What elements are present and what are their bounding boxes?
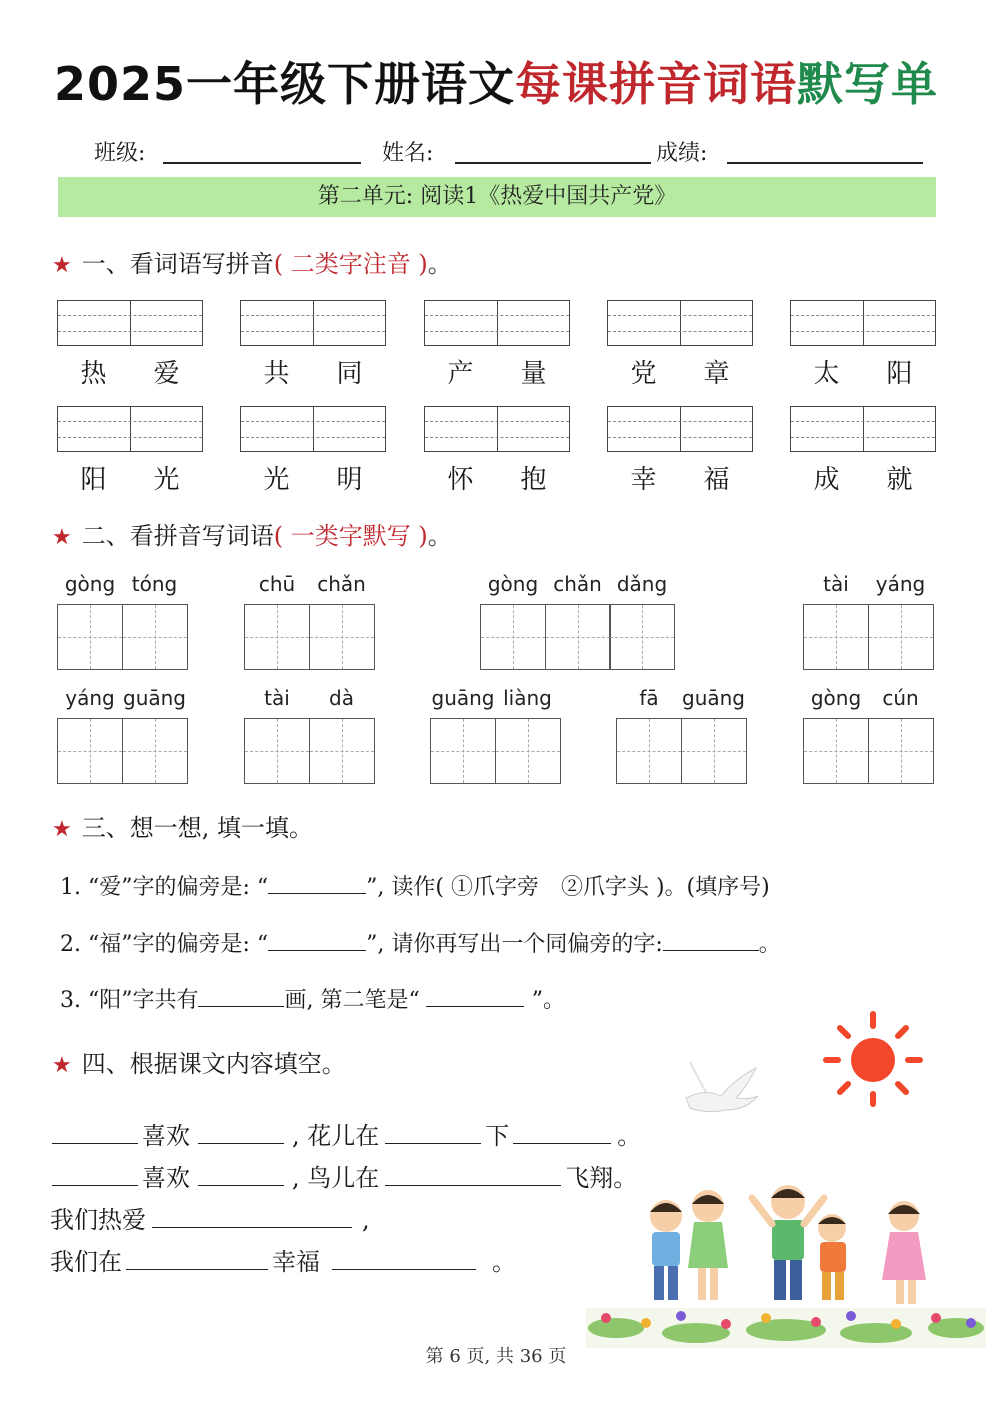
section1-word: [607, 353, 753, 390]
word-character: 量: [520, 359, 547, 389]
score-field[interactable]: [727, 162, 923, 164]
dove-illustration: [676, 1058, 766, 1128]
l2-blank-1[interactable]: [52, 1165, 138, 1186]
character-writing-cell[interactable]: [430, 718, 496, 784]
question-3: [60, 983, 565, 1014]
pinyin-writing-box[interactable]: [240, 300, 386, 346]
l2-blank-3[interactable]: [385, 1165, 561, 1186]
l2-text-a: 喜欢: [142, 1164, 190, 1192]
q2-blank-2[interactable]: [663, 930, 759, 951]
word-character: 阳: [80, 465, 107, 495]
word-character: 同: [336, 359, 363, 389]
character-writing-cell[interactable]: [57, 718, 123, 784]
tianzige-grid: [616, 718, 747, 784]
l1-text-d: 。: [617, 1122, 642, 1150]
section2-title: 二、看拼音写词语: [81, 522, 274, 550]
star-icon: ★: [52, 1053, 72, 1078]
character-writing-cell[interactable]: [803, 604, 869, 670]
pinyin-writing-box[interactable]: [607, 406, 753, 452]
section2-end: 。: [427, 522, 452, 550]
l1-blank-3[interactable]: [385, 1123, 481, 1144]
word-character: 怀: [447, 465, 474, 495]
pinyin-label: dà: [329, 686, 354, 710]
l4-blank-1[interactable]: [126, 1249, 268, 1270]
section1-title: 一、看词语写拼音: [81, 250, 274, 278]
pinyin-label: gòng: [810, 686, 862, 710]
sun-illustration: [818, 1008, 928, 1108]
pinyin-label: guāng: [682, 686, 745, 710]
pinyin-writing-box[interactable]: [790, 406, 936, 452]
pinyin-writing-box[interactable]: [424, 300, 570, 346]
section1-heading: [52, 244, 452, 279]
section1-word: [790, 353, 936, 390]
section1-word: [424, 353, 570, 390]
pinyin-label: tài: [264, 686, 290, 710]
star-icon: ★: [52, 253, 72, 278]
pinyin-label: cún: [882, 686, 919, 710]
pinyin-label: chǎn: [553, 572, 602, 596]
q2-text-c: 。: [758, 932, 781, 957]
tianzige-grid: [57, 604, 188, 670]
section4-title: 四、根据课文内容填空。: [81, 1050, 346, 1078]
score-label: 成绩:: [656, 141, 708, 166]
section1-word: [57, 353, 203, 390]
name-field[interactable]: [455, 162, 651, 164]
l1-blank-1[interactable]: [52, 1123, 138, 1144]
tianzige-grid: [244, 604, 375, 670]
tianzige-grid: [803, 604, 934, 670]
pinyin-writing-box[interactable]: [57, 300, 203, 346]
class-field[interactable]: [163, 162, 361, 164]
pinyin-label: chǎn: [317, 572, 366, 596]
l3-blank[interactable]: [152, 1207, 352, 1228]
section1-word: [790, 459, 936, 496]
section1-word: [240, 353, 386, 390]
word-character: 爱: [153, 359, 180, 389]
l1-text-b: , 花儿在: [292, 1122, 380, 1150]
fill-line-3: [50, 1200, 370, 1235]
pinyin-writing-box[interactable]: [424, 406, 570, 452]
character-writing-cell[interactable]: [545, 604, 611, 670]
name-label: 姓名:: [382, 141, 434, 166]
word-character: 成: [813, 465, 840, 495]
word-character: 幸: [630, 465, 657, 495]
l2-text-c: 飞翔。: [565, 1164, 638, 1192]
character-writing-cell[interactable]: [122, 718, 188, 784]
l1-text-c: 下: [485, 1122, 510, 1150]
pinyin-label: tóng: [131, 572, 178, 596]
character-writing-cell[interactable]: [495, 718, 561, 784]
word-character: 光: [153, 465, 180, 495]
word-character: 光: [263, 465, 290, 495]
character-writing-cell[interactable]: [57, 604, 123, 670]
q2-blank-1[interactable]: [268, 930, 366, 951]
title-part-3: 默写单: [797, 57, 939, 111]
character-writing-cell[interactable]: [309, 604, 375, 670]
section3-title: 三、想一想, 填一填。: [81, 814, 313, 842]
q3-blank-1[interactable]: [198, 986, 284, 1007]
section2-heading: [52, 516, 452, 551]
section3-heading: [52, 808, 313, 843]
word-character: 太: [813, 359, 840, 389]
pinyin-label: tài: [823, 572, 849, 596]
section1-word: [424, 459, 570, 496]
q1-blank[interactable]: [268, 873, 366, 894]
word-character: 就: [886, 465, 913, 495]
q3-text-c: ”。: [531, 988, 565, 1013]
q3-text-b: 画, 第二笔是“: [284, 988, 420, 1013]
tianzige-grid: [57, 718, 188, 784]
star-icon: ★: [52, 525, 72, 550]
l1-blank-4[interactable]: [513, 1123, 611, 1144]
section4-heading: [52, 1044, 346, 1079]
word-character: 共: [263, 359, 290, 389]
character-writing-cell[interactable]: [122, 604, 188, 670]
l1-blank-2[interactable]: [198, 1123, 284, 1144]
section2-note: ( 一类字默写 ): [273, 522, 428, 550]
title-part-1: 2025一年级下册语文: [53, 57, 516, 111]
l2-text-b: , 鸟儿在: [292, 1164, 380, 1192]
tianzige-grid: [244, 718, 375, 784]
pinyin-label: fā: [639, 686, 659, 710]
class-label: 班级:: [94, 141, 146, 166]
word-character: 阳: [886, 359, 913, 389]
word-character: 产: [447, 359, 474, 389]
character-writing-cell[interactable]: [480, 604, 546, 670]
pinyin-label: gòng: [64, 572, 116, 596]
l4-text-a: 我们在: [50, 1248, 122, 1276]
l2-blank-2[interactable]: [198, 1165, 284, 1186]
character-writing-cell[interactable]: [868, 604, 934, 670]
character-writing-cell[interactable]: [616, 718, 682, 784]
pinyin-label: yáng: [875, 572, 926, 596]
section1-word: [57, 459, 203, 496]
q1-text-b: ”, 读作( ①爪字旁 ②爪字头 )。(填序号): [366, 875, 770, 900]
section1-note: ( 二类字注音 ): [273, 250, 428, 278]
unit-banner: 第二单元: 阅读1《热爱中国共产党》: [58, 177, 936, 217]
pinyin-label: chū: [258, 572, 296, 596]
l3-text-b: ,: [362, 1206, 370, 1234]
pinyin-writing-box[interactable]: [790, 300, 936, 346]
section1-word: [607, 459, 753, 496]
l4-blank-2[interactable]: [332, 1249, 476, 1270]
question-2: [60, 927, 781, 958]
character-writing-cell[interactable]: [803, 718, 869, 784]
q1-text-a: 1. “爱”字的偏旁是: “: [60, 875, 269, 900]
tianzige-grid: [480, 604, 675, 670]
l3-text-a: 我们热爱: [50, 1206, 146, 1234]
tianzige-grid: [803, 718, 934, 784]
pinyin-label: guāng: [123, 686, 186, 710]
pinyin-label: guāng: [431, 686, 495, 710]
pinyin-label: yáng: [65, 686, 115, 710]
worksheet-title: [0, 48, 992, 114]
pinyin-writing-box[interactable]: [57, 406, 203, 452]
character-writing-cell[interactable]: [244, 604, 310, 670]
word-character: 章: [703, 359, 730, 389]
character-writing-cell[interactable]: [609, 604, 675, 670]
pinyin-label: dǎng: [616, 572, 668, 596]
page-footer: 第 6 页, 共 36 页: [425, 1346, 567, 1367]
q3-text-a: 3. “阳”字共有: [60, 988, 199, 1013]
word-character: 热: [80, 359, 107, 389]
section1-word: [240, 459, 386, 496]
tianzige-grid: [430, 718, 561, 784]
character-writing-cell[interactable]: [244, 718, 310, 784]
word-character: 明: [336, 465, 363, 495]
pinyin-writing-box[interactable]: [240, 406, 386, 452]
fill-line-4: [50, 1242, 516, 1277]
question-1: [60, 870, 770, 901]
fill-line-1: [52, 1116, 641, 1151]
title-part-2: 每课拼音词语: [515, 57, 798, 111]
pinyin-writing-box[interactable]: [607, 300, 753, 346]
star-icon: ★: [52, 817, 72, 842]
character-writing-cell[interactable]: [868, 718, 934, 784]
word-character: 福: [703, 465, 730, 495]
l4-text-c: 。: [492, 1248, 516, 1276]
character-writing-cell[interactable]: [309, 718, 375, 784]
pinyin-label: gòng: [487, 572, 539, 596]
word-character: 党: [630, 359, 657, 389]
children-illustration: [586, 1168, 986, 1348]
q2-text-a: 2. “福”字的偏旁是: “: [60, 932, 269, 957]
word-character: 抱: [520, 465, 547, 495]
l1-text-a: 喜欢: [142, 1122, 190, 1150]
q3-blank-2[interactable]: [426, 986, 524, 1007]
character-writing-cell[interactable]: [681, 718, 747, 784]
fill-line-2: [52, 1158, 637, 1193]
pinyin-label: liàng: [503, 686, 552, 710]
section1-end: 。: [427, 250, 452, 278]
l4-text-b: 幸福: [272, 1248, 320, 1276]
q2-text-b: ”, 请你再写出一个同偏旁的字:: [366, 932, 663, 957]
